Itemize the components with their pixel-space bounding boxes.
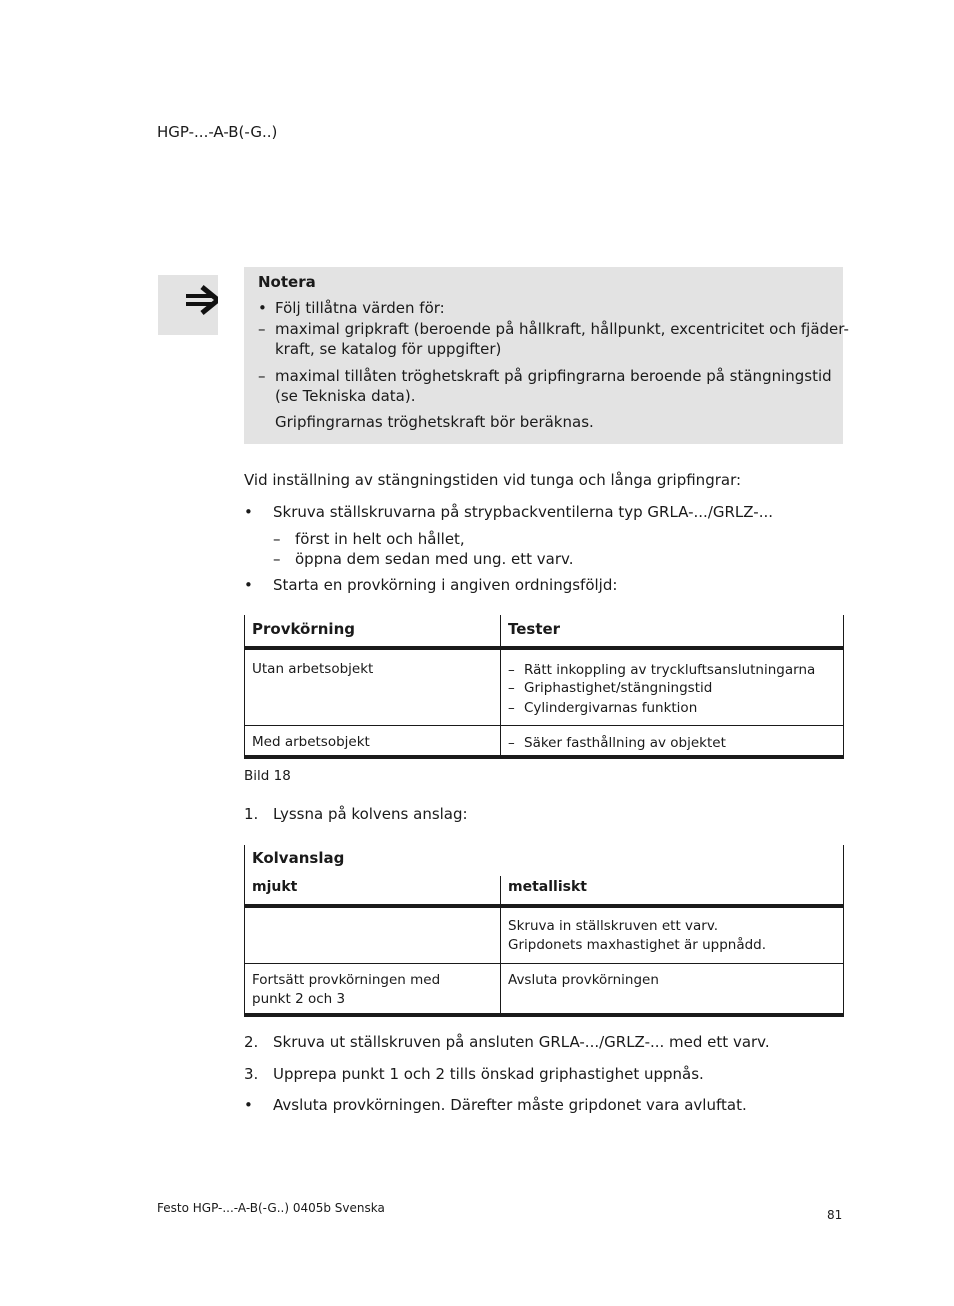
dash-marker: – [508,680,515,696]
note-bullet-marker: • [258,299,267,317]
step-number: 1. [244,805,259,823]
table1-header-provkorning: Provkörning [252,620,355,638]
document-id-header: HGP-...-A-B(-G..) [157,123,278,141]
table2-row2-col1-line2: punkt 2 och 3 [252,991,346,1007]
arrow-right-icon [158,275,218,335]
note-dash2-line1: maximal tillåten tröghetskraft på gripfingrarna beroende på stängningstid [275,367,832,385]
step3-text: Upprepa punkt 1 och 2 tills önskad griphastighet uppnås. [273,1065,704,1083]
step-bullet-2: Starta en provkörning i angiven ordningsföljd: [273,576,618,594]
note-title: Notera [258,273,316,291]
note-dash1-line2: kraft, se katalog för uppgifter) [275,340,502,358]
note-dash-marker: – [258,320,266,338]
note-dash-marker: – [258,367,266,385]
note-dash2-line2: (se Tekniska data). [275,387,416,405]
table2-header-mjukt: mjukt [252,879,298,895]
footer-doc-info: Festo HGP-...-A-B(-G..) 0405b Svenska [157,1201,385,1215]
figure-caption: Bild 18 [244,768,291,784]
dash-marker: – [273,530,281,548]
intro-text: Vid inställning av stängningstiden vid tunga och långa gripfingrar: [244,471,742,489]
note-extra-text: Gripfingrarnas tröghetskraft bör beräknas. [275,413,594,431]
note-bullet-text: Följ tillåtna värden för: [275,299,445,317]
table1-row1-item: Rätt inkoppling av tryckluftsanslutningarna [524,662,816,678]
table2-row1-col2-line1: Skruva in ställskruven ett varv. [508,918,719,934]
step2-text: Skruva ut ställskruven på ansluten GRLA-.../GRLZ-... med ett varv. [273,1033,770,1051]
dash-marker: – [508,700,515,716]
bullet-marker: • [244,1096,253,1114]
step1-text: Lyssna på kolvens anslag: [273,805,468,823]
step-bullet-1: Skruva ställskruvarna på strypbackventilerna typ GRLA-.../GRLZ-... [273,503,774,521]
bullet-marker: • [244,503,253,521]
dash-marker: – [508,662,515,678]
table1-row2-item: Säker fasthållning av objektet [524,735,726,751]
table1-row1-item: Cylindergivarnas funktion [524,700,698,716]
final-bullet-text: Avsluta provkörningen. Därefter måste gripdonet vara avluftat. [273,1096,747,1114]
dash-marker: – [273,550,281,568]
table2-row2-col1-line1: Fortsätt provkörningen med [252,972,441,988]
dash-marker: – [508,735,515,751]
table1-header-tester: Tester [508,620,561,638]
step-sub-2: öppna dem sedan med ung. ett varv. [295,550,574,568]
table2-title: Kolvanslag [252,849,345,867]
note-dash1-line1: maximal gripkraft (beroende på hållkraft, hållpunkt, excentricitet och fjäder- [275,320,849,338]
table1-row1-label: Utan arbetsobjekt [252,661,374,677]
page-number: 81 [827,1208,843,1222]
table1-row2-label: Med arbetsobjekt [252,734,370,750]
bullet-marker: • [244,576,253,594]
step-sub-1: först in helt och hållet, [295,530,465,548]
table2-row2-col2: Avsluta provkörningen [508,972,659,988]
step-number: 2. [244,1033,259,1051]
table2-header-metalliskt: metalliskt [508,879,587,895]
table1-row1-item: Griphastighet/stängningstid [524,680,713,696]
step-number: 3. [244,1065,259,1083]
table2-row1-col2-line2: Gripdonets maxhastighet är uppnådd. [508,937,767,953]
